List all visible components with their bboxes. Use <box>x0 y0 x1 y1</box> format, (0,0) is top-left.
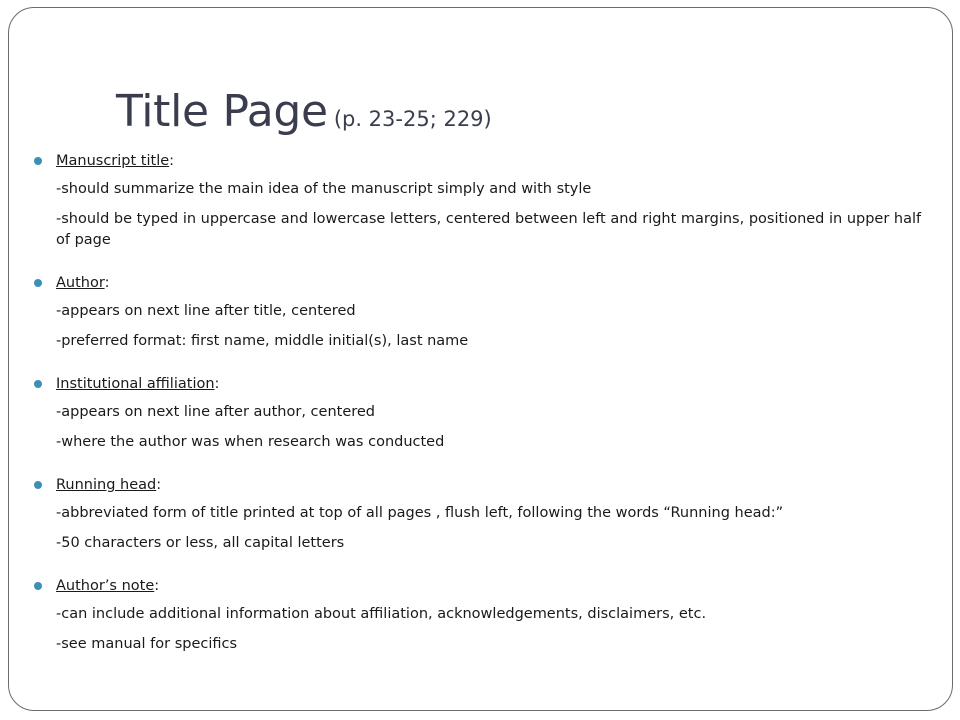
title-main: Title Page <box>116 86 328 137</box>
section-running-head <box>56 473 928 554</box>
heading-label: Author’s note <box>56 578 155 594</box>
title-page-reference: (p. 23-25; 229) <box>333 107 492 131</box>
section-institutional-affiliation <box>56 372 928 453</box>
section-line: -abbreviated form of title printed at top of all pages , flush left, following the words “Running head:” <box>56 505 784 521</box>
section-authors-note <box>56 574 928 655</box>
section-line: -see manual for specifics <box>56 636 238 652</box>
heading-label: Running head <box>56 477 157 493</box>
section-line: -appears on next line after author, centered <box>56 404 376 420</box>
heading-label: Author <box>56 275 105 291</box>
section-manuscript-title <box>56 149 928 251</box>
section-heading: Author’s note: <box>56 574 928 598</box>
section-line: -where the author was when research was conducted <box>56 434 445 450</box>
section-line: -should summarize the main idea of the manuscript simply and with style <box>56 181 592 197</box>
section-author <box>56 271 928 352</box>
heading-label: Institutional affiliation <box>56 376 215 392</box>
bullet-icon <box>34 157 42 165</box>
page-title <box>116 86 492 137</box>
bullet-icon <box>34 380 42 388</box>
heading-label: Manuscript title <box>56 153 170 169</box>
bullet-list <box>56 149 928 675</box>
section-line: -can include additional information about affiliation, acknowledgements, disclaimers, etc. <box>56 606 707 622</box>
bullet-icon <box>34 481 42 489</box>
section-line: -should be typed in uppercase and lowercase letters, centered between left and right margins, positioned in upper half of page <box>56 211 922 248</box>
section-heading: Institutional affiliation: <box>56 372 928 396</box>
section-heading: Author: <box>56 271 928 295</box>
section-line: -appears on next line after title, centered <box>56 303 356 319</box>
bullet-icon <box>34 582 42 590</box>
section-line: -preferred format: first name, middle initial(s), last name <box>56 333 469 349</box>
section-line: -50 characters or less, all capital letters <box>56 535 345 551</box>
section-heading: Manuscript title: <box>56 149 928 173</box>
section-heading: Running head: <box>56 473 928 497</box>
bullet-icon <box>34 279 42 287</box>
